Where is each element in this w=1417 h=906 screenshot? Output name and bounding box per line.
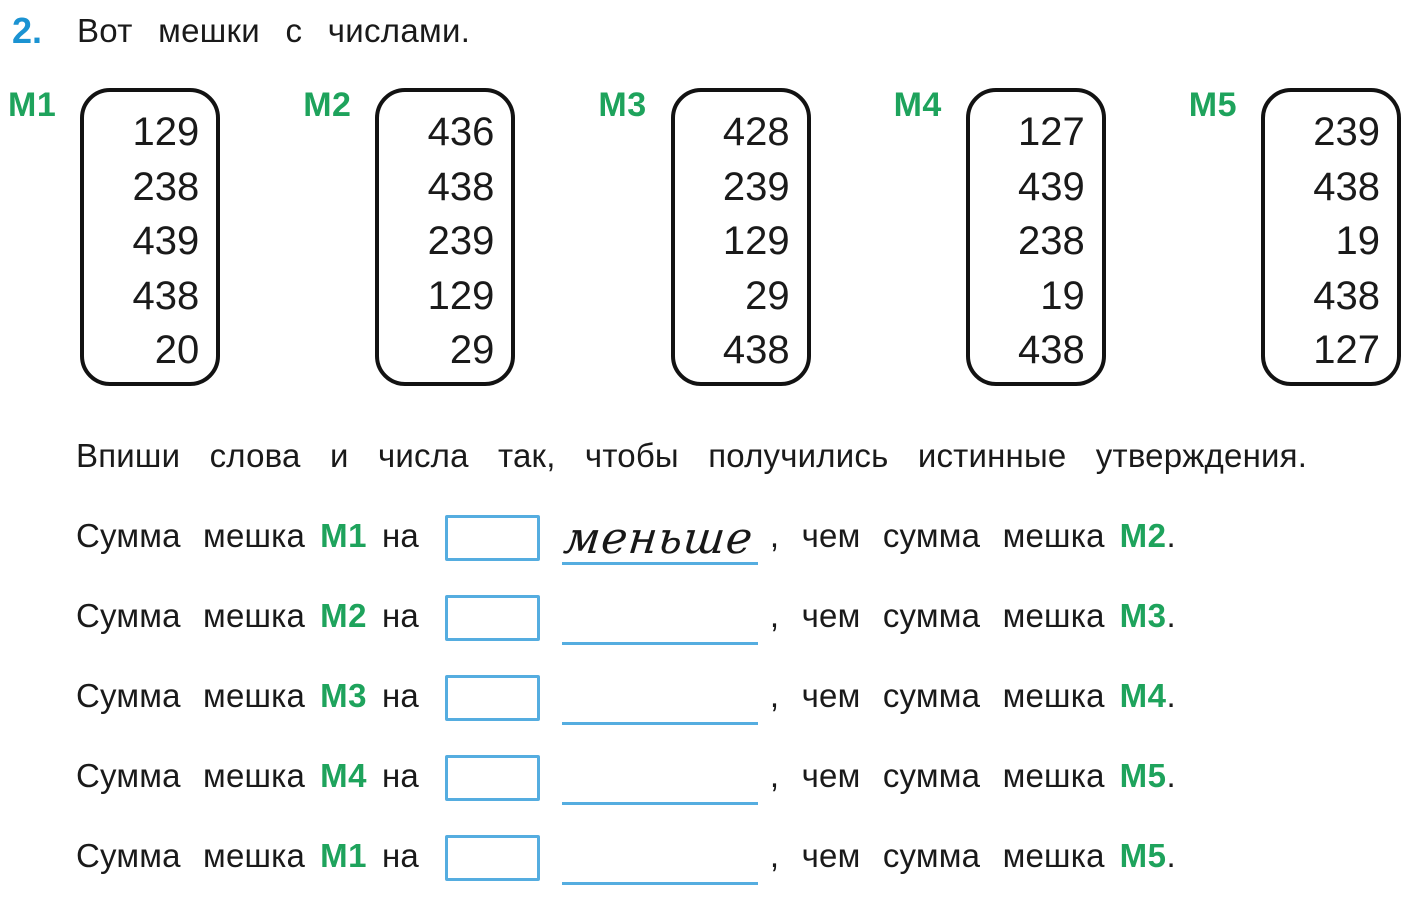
statement-period: . — [1166, 837, 1176, 874]
handwritten-word: меньше — [561, 513, 756, 564]
number-answer-box-5[interactable] — [445, 835, 540, 881]
bag-number: 238 — [132, 164, 200, 209]
bag-group-m2 — [303, 88, 515, 386]
bag-ref-right: М3 — [1119, 597, 1167, 634]
bag-ref-left: М2 — [320, 597, 367, 634]
bag-label-m3: М3 — [598, 86, 647, 124]
statement-mid: на — [381, 837, 419, 874]
bag-number: 438 — [427, 164, 495, 209]
word-answer-line-5[interactable] — [562, 835, 758, 885]
statement-suffix: , чем сумма мешка — [769, 837, 1105, 874]
bag-ref-right: М5 — [1119, 837, 1167, 874]
bag-number: 438 — [1018, 328, 1085, 372]
bag-m4 — [966, 88, 1106, 386]
bag-number: 438 — [132, 273, 200, 318]
statement-row-2 — [76, 576, 1417, 656]
statement-prefix: Сумма мешка — [76, 517, 306, 554]
bag-ref-left: М3 — [320, 677, 367, 714]
bag-label-m5: М5 — [1188, 86, 1237, 124]
statement-mid: на — [381, 757, 419, 794]
statement-period: . — [1166, 517, 1176, 554]
bag-ref-right: М5 — [1119, 757, 1167, 794]
bag-number: 129 — [132, 110, 200, 154]
bag-group-m3 — [598, 88, 810, 386]
bag-ref-right: М4 — [1119, 677, 1167, 714]
bag-number: 239 — [722, 164, 790, 209]
bag-group-m5 — [1189, 88, 1401, 386]
bag-m2 — [375, 88, 515, 386]
bag-m1 — [80, 88, 220, 386]
statements-list — [76, 496, 1417, 896]
number-answer-box-2[interactable] — [445, 595, 540, 641]
number-answer-box-4[interactable] — [445, 755, 540, 801]
exercise-number: 2. — [12, 10, 43, 51]
statement-prefix: Сумма мешка — [76, 757, 306, 794]
bag-group-m4 — [894, 88, 1106, 386]
bag-number: 29 — [449, 328, 495, 372]
statement-prefix: Сумма мешка — [76, 837, 306, 874]
bag-group-m1 — [8, 88, 220, 386]
bag-number: 239 — [427, 219, 495, 263]
statement-row-3 — [76, 656, 1417, 736]
bag-number: 19 — [1040, 273, 1085, 318]
bag-number: 238 — [1018, 219, 1085, 263]
bag-m3 — [671, 88, 811, 386]
bag-ref-left: М1 — [320, 837, 367, 874]
word-answer-line-1[interactable] — [562, 515, 758, 565]
statement-mid: на — [381, 597, 419, 634]
statement-row-5 — [76, 816, 1417, 896]
number-answer-box-3[interactable] — [445, 675, 540, 721]
bag-label-m1: М1 — [8, 86, 57, 124]
bag-m5 — [1261, 88, 1401, 386]
statement-period: . — [1166, 757, 1176, 794]
bag-ref-left: М1 — [320, 517, 367, 554]
statement-mid: на — [381, 517, 419, 554]
word-answer-line-2[interactable] — [562, 595, 758, 645]
exercise-title: Вот мешки с числами. — [77, 12, 471, 49]
statement-suffix: , чем сумма мешка — [769, 597, 1105, 634]
bag-number: 428 — [722, 110, 790, 154]
word-answer-line-4[interactable] — [562, 755, 758, 805]
bag-label-m2: М2 — [303, 86, 352, 124]
bag-number: 438 — [722, 328, 790, 372]
statement-row-1 — [76, 496, 1417, 576]
word-answer-line-3[interactable] — [562, 675, 758, 725]
bag-number: 439 — [1018, 164, 1085, 209]
bag-number: 20 — [154, 328, 200, 372]
statement-period: . — [1166, 597, 1176, 634]
statement-suffix: , чем сумма мешка — [769, 677, 1105, 714]
statement-period: . — [1166, 677, 1176, 714]
bag-ref-right: М2 — [1119, 517, 1167, 554]
statement-prefix: Сумма мешка — [76, 597, 306, 634]
bag-number: 129 — [722, 219, 790, 263]
bag-number: 29 — [745, 273, 790, 318]
bag-number: 438 — [1313, 273, 1380, 318]
bag-number: 129 — [427, 273, 495, 318]
statement-mid: на — [381, 677, 419, 714]
bag-label-m4: М4 — [893, 86, 942, 124]
instruction-text: Впиши слова и числа так, чтобы получились истинные утверждения. — [76, 437, 1308, 474]
bag-number: 239 — [1313, 110, 1380, 154]
bags-row — [8, 88, 1401, 386]
statement-suffix: , чем сумма мешка — [769, 517, 1105, 554]
bag-number: 127 — [1018, 110, 1085, 154]
number-answer-box-1[interactable] — [445, 515, 540, 561]
bag-number: 438 — [1313, 164, 1380, 209]
bag-number: 439 — [132, 219, 200, 263]
statement-suffix: , чем сумма мешка — [769, 757, 1105, 794]
statement-prefix: Сумма мешка — [76, 677, 306, 714]
bag-number: 436 — [427, 110, 495, 154]
bag-number: 19 — [1335, 219, 1380, 263]
bag-ref-left: М4 — [320, 757, 367, 794]
bag-number: 127 — [1313, 328, 1380, 372]
statement-row-4 — [76, 736, 1417, 816]
